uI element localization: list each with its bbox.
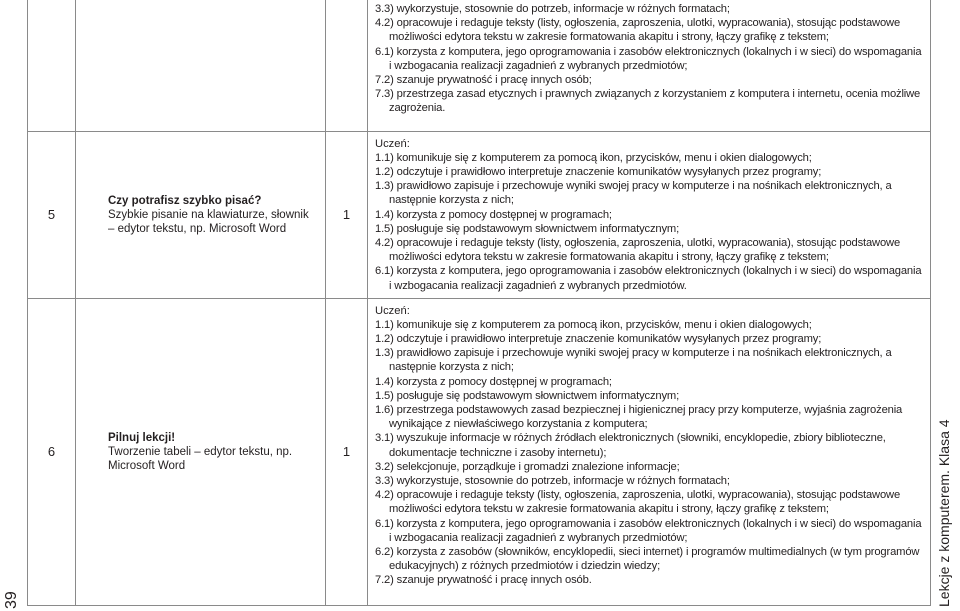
lesson-title: Czy potrafisz szybko pisać?: [108, 194, 262, 207]
list-item: 7.2) szanuje prywatność i pracę innych osób;: [375, 74, 592, 87]
list-item: 7.3) przestrzega zasad etycznych i prawnych związanych z korzystaniem z komputera i internetu, ocenia możliwe zagrożenia.: [375, 88, 921, 115]
goals-heading: Uczeń:: [375, 137, 410, 150]
list-item: 1.3) prawidłowo zapisuje i przechowuje wyniki swojej pracy w komputerze i na nośnikach elektronicznych, a następnie korzysta z nich;: [375, 347, 892, 374]
list-item: 4.2) opracowuje i redaguje teksty (listy, ogłoszenia, zaproszenia, ulotki, wypracowania), stosując podstawowe możliwości edytora tekstu w zakresie formatowania akapitu i strony, łączy grafikę z tekstem;: [375, 17, 901, 44]
list-item: 3.2) selekcjonuje, porządkuje i gromadzi znalezione informacje;: [375, 460, 680, 473]
lesson-number-cell: 6: [28, 298, 76, 606]
lesson-number-cell: [28, 0, 76, 131]
lesson-hours-cell: [326, 0, 368, 131]
list-item: 1.2) odczytuje i prawidłowo interpretuje znaczenie komunikatów wysyłanych przez programy;: [375, 332, 822, 345]
learning-goals-cell: [368, 298, 931, 606]
list-item: 3.3) wykorzystuje, stosownie do potrzeb, informacje w różnych formatach;: [375, 3, 730, 15]
lesson-hours-cell: 1: [326, 131, 368, 298]
lesson-number-cell: 5: [28, 131, 76, 298]
table-row: [28, 0, 931, 131]
table-row: [28, 298, 931, 606]
lesson-plan-table: [27, 0, 931, 606]
goal-list: [375, 318, 922, 588]
list-item: 6.1) korzysta z komputera, jego oprogramowania i zasobów elektronicznych (lokalnych i w sieci) do wspomagania i wzbogacania realizacji zagadnień z wybranych przedmiotów;: [375, 45, 922, 72]
lesson-description: Szybkie pisanie na klawiaturze, słownik – edytor tekstu, np. Microsoft Word: [108, 208, 309, 235]
page-number: 39: [3, 591, 20, 609]
list-item: 1.4) korzysta z pomocy dostępnej w programach;: [375, 208, 612, 221]
lesson-description: Tworzenie tabeli – edytor tekstu, np. Microsoft Word: [108, 445, 293, 472]
list-item: 1.4) korzysta z pomocy dostępnej w programach;: [375, 375, 612, 388]
table-row: [28, 131, 931, 298]
lesson-title: Pilnuj lekcji!: [108, 431, 176, 444]
list-item: 1.5) posługuje się podstawowym słownictwem informatycznym;: [375, 389, 680, 402]
list-item: 4.2) opracowuje i redaguje teksty (listy, ogłoszenia, zaproszenia, ulotki, wypracowania), stosując podstawowe możliwości edytora tekstu w zakresie formatowania akapitu i strony, łączy grafikę z tekstem;: [375, 489, 901, 516]
list-item: 4.2) opracowuje i redaguje teksty (listy, ogłoszenia, zaproszenia, ulotki, wypracowania), stosując podstawowe możliwości edytora tekstu w zakresie formatowania akapitu i strony, łączy grafikę z tekstem;: [375, 236, 901, 264]
lesson-topic-cell: [76, 131, 326, 298]
list-item: 1.6) przestrzega podstawowych zasad bezpiecznej i higienicznej pracy przy komputerze, wyjaśnia zagrożenia wynikające z niewłaściwego korzystania z komputera;: [375, 403, 903, 431]
goal-list: [375, 2, 922, 116]
lesson-hours-cell: 1: [326, 298, 368, 606]
list-item: 3.3) wykorzystuje, stosownie do potrzeb, informacje w różnych formatach;: [375, 474, 730, 487]
list-item: 3.1) wyszukuje informacje w różnych źródłach elektronicznych (słowniki, encyklopedie, zbiory biblioteczne, dokumentacje techniczne i zasoby internetu);: [375, 432, 886, 459]
lesson-topic-cell: [76, 0, 326, 131]
goals-heading: Uczeń:: [375, 304, 410, 317]
list-item: 1.1) komunikuje się z komputerem za pomocą ikon, przycisków, menu i okien dialogowych;: [375, 318, 812, 331]
list-item: 1.1) komunikuje się z komputerem za pomocą ikon, przycisków, menu i okien dialogowych;: [375, 151, 812, 164]
learning-goals-cell: [368, 131, 931, 298]
lesson-topic-cell: [76, 298, 326, 606]
list-item: 6.1) korzysta z komputera, jego oprogramowania i zasobów elektronicznych (lokalnych i w sieci) do wspomagania i wzbogacania realizacji zagadnień z wybranych przedmiotów.: [375, 265, 922, 292]
list-item: 1.2) odczytuje i prawidłowo interpretuje znaczenie komunikatów wysyłanych przez programy;: [375, 165, 822, 178]
learning-goals-cell: [368, 0, 931, 131]
list-item: 6.1) korzysta z komputera, jego oprogramowania i zasobów elektronicznych (lokalnych i w sieci) do wspomagania i wzbogacania realizacji zagadnień z wybranych przedmiotów;: [375, 517, 922, 544]
list-item: 7.2) szanuje prywatność i pracę innych osób.: [375, 574, 592, 587]
list-item: 1.3) prawidłowo zapisuje i przechowuje wyniki swojej pracy w komputerze i na nośnikach elektronicznych, a następnie korzysta z nich;: [375, 180, 892, 207]
list-item: 6.2) korzysta z zasobów (słowników, encyklopedii, sieci internet) i programów multimedialnych (w tym programów edukacyjnych) z różnych przedmiotów i dziedzin wiedzy;: [375, 545, 920, 573]
goal-list: [375, 151, 922, 293]
running-book-title: Lekcje z komputerem. Klasa 4: [936, 419, 952, 607]
list-item: 1.5) posługuje się podstawowym słownictwem informatycznym;: [375, 222, 680, 235]
